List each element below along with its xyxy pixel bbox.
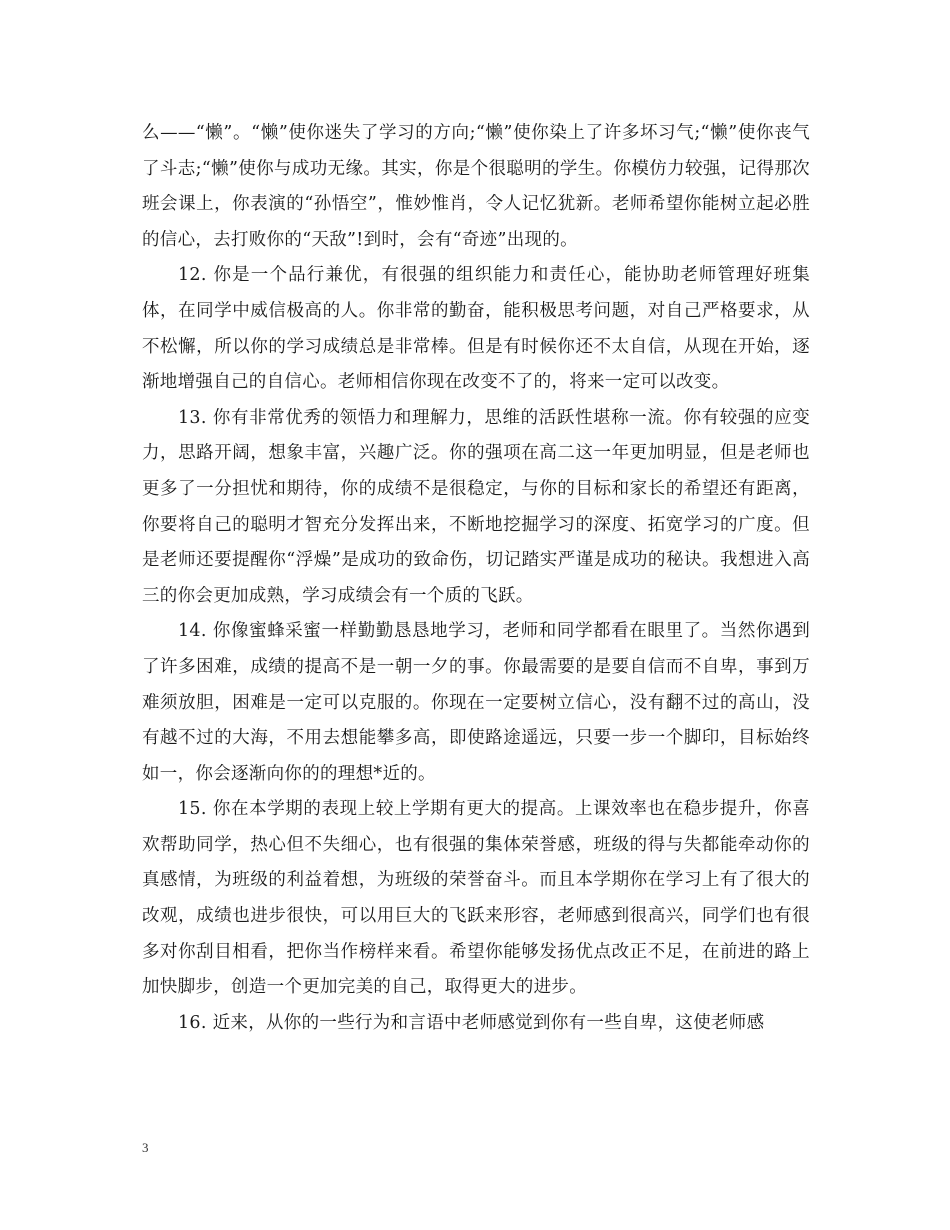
paragraph-comment-12: 12. 你是一个品行兼优，有很强的组织能力和责任心，能协助老师管理好班集体，在同学中威信极高的人。你非常的勤奋，能积极思考问题，对自己严格要求，从不松懈，所以你的学习成绩总是非常棒。但是有时候你还不太自信，从现在开始，逐渐地增强自己的自信心。老师相信你现在改变不了的，将来一定可以改变。 bbox=[142, 265, 810, 393]
page-number: 3 bbox=[142, 1140, 149, 1155]
paragraph-comment-13: 13. 你有非常优秀的领悟力和理解力，思维的活跃性堪称一流。你有较强的应变力，思路开阔，想象丰富，兴趣广泛。你的强项在高二这一年更加明显，但是老师也更多了一分担忧和期待，你的成绩不是很稳定，与你的目标和家长的希望还有距离，你要将自己的聪明才智充分发挥出来，不断地挖掘学习的深度、拓宽学习的广度。但是老师还要提醒你“浮燥”是成功的致命伤，切记踏实严谨是成功的秘诀。我想进入高三的你会更加成熟，学习成绩会有一个质的飞跃。 bbox=[142, 407, 810, 606]
paragraph-comment-14: 14. 你像蜜蜂采蜜一样勤勤恳恳地学习，老师和同学都看在眼里了。当然你遇到了许多困难，成绩的提高不是一朝一夕的事。你最需要的是要自信而不自卑，事到万难须放胆，困难是一定可以克服的。你现在一定要树立信心，没有翻不过的高山，没有越不过的大海，不用去想能攀多高，即使路途遥远，只要一步一个脚印，目标始终如一，你会逐渐向你的的理想*近的。 bbox=[142, 621, 810, 784]
paragraph-comment-15: 15. 你在本学期的表现上较上学期有更大的提高。上课效率也在稳步提升，你喜欢帮助同学，热心但不失细心，也有很强的集体荣誉感，班级的得与失都能牵动你的真感情，为班级的利益着想，为班级的荣誉奋斗。而且本学期你在学习上有了很大的改观，成绩也进步很快，可以用巨大的飞跃来形容，老师感到很高兴，同学们也有很多对你刮目相看，把你当作榜样来看。希望你能够发扬优点改正不足，在前进的路上加快脚步，创造一个更加完美的自己，取得更大的进步。 bbox=[142, 799, 810, 998]
document-body bbox=[142, 116, 810, 1041]
paragraph-continuation: 么——“懒”。“懒”使你迷失了学习的方向;“懒”使你染上了许多坏习气;“懒”使你丧气了斗志;“懒”使你与成功无缘。其实，你是个很聪明的学生。你模仿力较强，记得那次班会课上，你表演的“孙悟空”，惟妙惟肖，令人记忆犹新。老师希望你能树立起必胜的信心，去打败你的“天敌”!到时，会有“奇迹”出现的。 bbox=[142, 123, 810, 250]
paragraph-comment-16: 16. 近来，从你的一些行为和言语中老师感觉到你有一些自卑，这使老师感 bbox=[178, 1012, 765, 1033]
